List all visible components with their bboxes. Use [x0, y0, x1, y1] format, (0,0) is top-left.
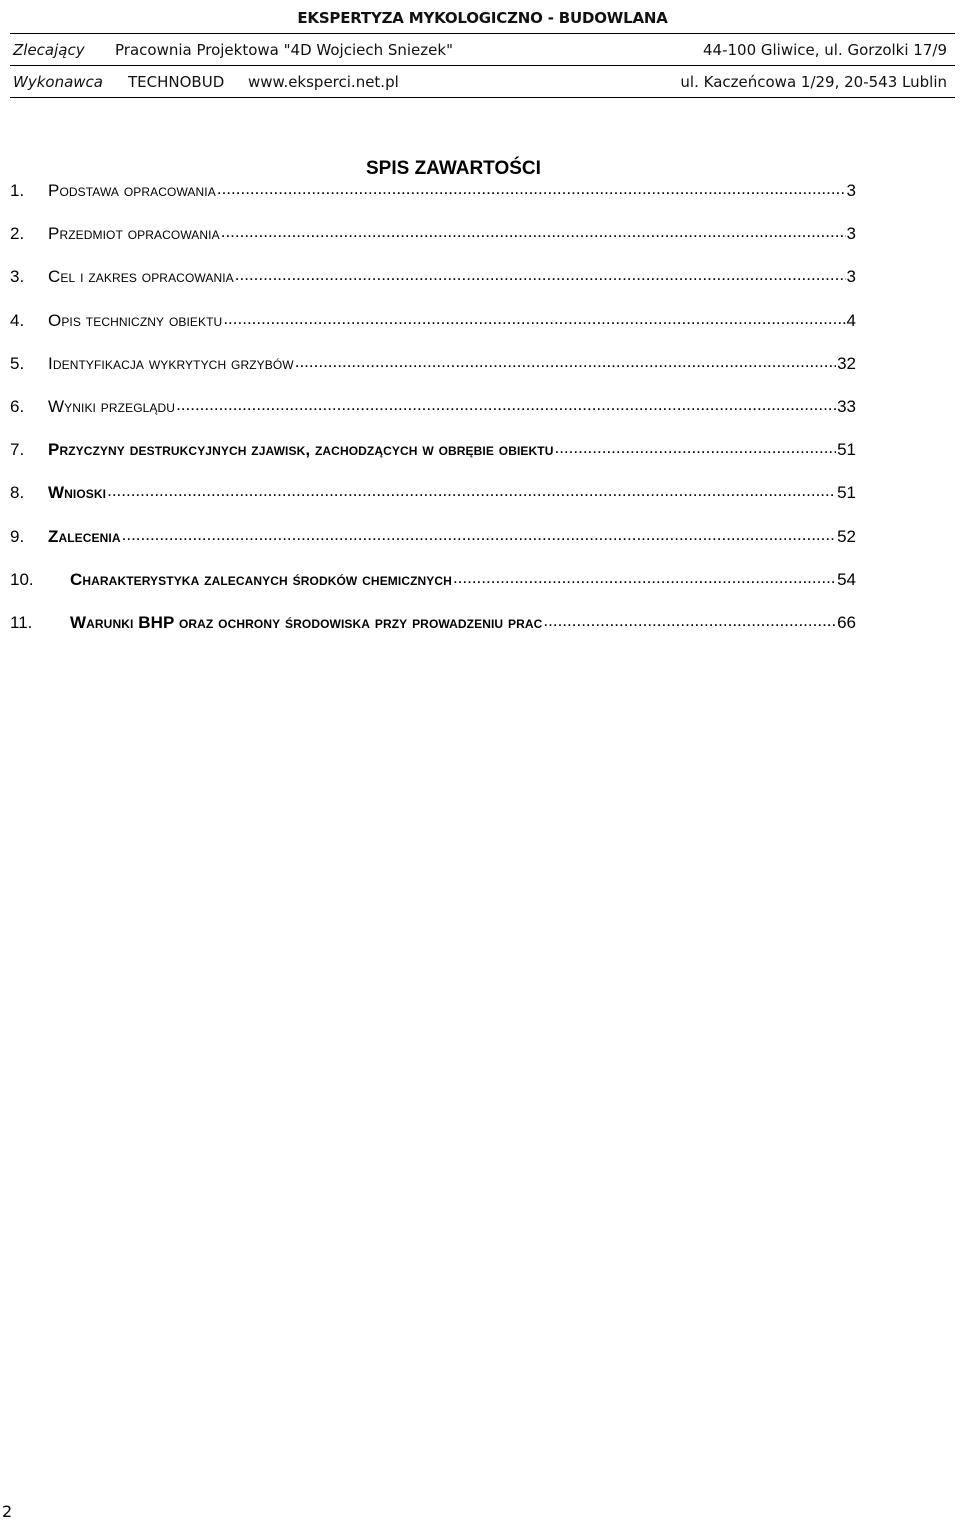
toc-entry[interactable] — [10, 395, 856, 427]
toc-entry-number: 9. — [10, 526, 25, 546]
toc-entry-page: 3 — [846, 181, 856, 200]
client-row — [10, 34, 955, 66]
toc-entry-number: 1. — [10, 181, 25, 200]
toc-leader-dots — [122, 525, 836, 542]
toc-entry-page: 52 — [837, 526, 856, 546]
toc-entry-label: Warunki BHP oraz ochrony środowiska przy prowadzeniu prac — [70, 613, 543, 632]
toc-entry-page: 3 — [846, 267, 856, 287]
toc-entry-label: Wyniki przeglądu — [48, 397, 176, 416]
toc-entry-page: 66 — [837, 613, 856, 632]
contractor-address: ul. Kaczeńcowa 1/29, 20-543 Lublin — [680, 73, 947, 91]
toc-entry-page: 32 — [837, 353, 856, 373]
toc-entry-number: 11. — [10, 613, 33, 632]
page-header — [10, 0, 955, 98]
toc-entry-number: 7. — [10, 440, 25, 460]
toc-entry-number: 4. — [10, 310, 25, 330]
toc-entry[interactable] — [10, 481, 856, 513]
toc-leader-dots — [543, 611, 836, 628]
client-address: 44-100 Gliwice, ul. Gorzolki 17/9 — [702, 41, 947, 59]
toc-entry-number: 8. — [10, 483, 25, 503]
toc-leader-dots — [221, 222, 846, 239]
toc-entry-label: Charakterystyka zalecanych środków chemicznych — [70, 569, 452, 589]
toc-entry-number: 5. — [10, 353, 25, 373]
client-name: Pracownia Projektowa "4D Wojciech Sniezek" — [115, 41, 453, 59]
toc-leader-dots — [217, 179, 846, 196]
toc-entry-number: 6. — [10, 397, 25, 416]
toc-leader-dots — [107, 481, 836, 498]
toc-leader-dots — [554, 438, 836, 455]
toc-entry-label: Przyczyny destrukcyjnych zjawisk, zachodzących w obrębie obiektu — [48, 440, 554, 460]
toc-entry-number: 2. — [10, 224, 25, 244]
document-title: EKSPERTYZA MYKOLOGICZNO - BUDOWLANA — [10, 0, 955, 34]
toc-leader-dots — [176, 395, 836, 412]
toc-entry-label: Cel i zakres opracowania — [48, 267, 234, 287]
contractor-website[interactable]: www.eksperci.net.pl — [248, 73, 399, 91]
toc-entry[interactable] — [10, 611, 856, 643]
toc-entry[interactable] — [10, 222, 856, 254]
toc-leader-dots — [453, 568, 836, 585]
toc-entry-label: Wnioski — [48, 483, 107, 503]
toc-entry-number: 10. — [10, 569, 34, 589]
toc-entry[interactable] — [10, 352, 856, 384]
toc-leader-dots — [223, 309, 845, 326]
toc-entry-page: 54 — [837, 569, 856, 589]
toc-entry-label: Przedmiot opracowania — [48, 224, 220, 244]
toc-entry-page: 51 — [837, 483, 856, 503]
toc-entry[interactable] — [10, 568, 856, 600]
toc-entry-label: Opis techniczny obiektu — [48, 310, 223, 330]
contractor-row — [10, 66, 955, 98]
toc-entry-page: 4 — [846, 310, 856, 330]
toc-entry-label: Podstawa opracowania — [48, 181, 216, 200]
toc-entry-label: Identyfikacja wykrytych grzybów — [48, 353, 294, 373]
client-label: Zlecający — [13, 41, 85, 59]
toc-entry[interactable] — [10, 309, 856, 341]
toc-entry-page: 3 — [846, 224, 856, 244]
toc-entry-page: 33 — [837, 397, 856, 416]
toc-leader-dots — [235, 265, 846, 282]
toc-entry[interactable] — [10, 179, 856, 211]
toc-entry[interactable] — [10, 525, 856, 557]
toc-entry-number: 3. — [10, 267, 25, 287]
toc-leader-dots — [295, 352, 836, 369]
toc-entry-label: Zalecenia — [48, 526, 121, 546]
toc-title: SPIS ZAWARTOŚCI — [366, 158, 541, 179]
contractor-name: TECHNOBUD — [128, 73, 225, 91]
toc-entry[interactable] — [10, 265, 856, 297]
toc-entry-page: 51 — [837, 440, 856, 460]
toc-entry[interactable] — [10, 438, 856, 470]
contractor-label: Wykonawca — [13, 73, 103, 91]
page-number: 2 — [2, 1502, 13, 1521]
